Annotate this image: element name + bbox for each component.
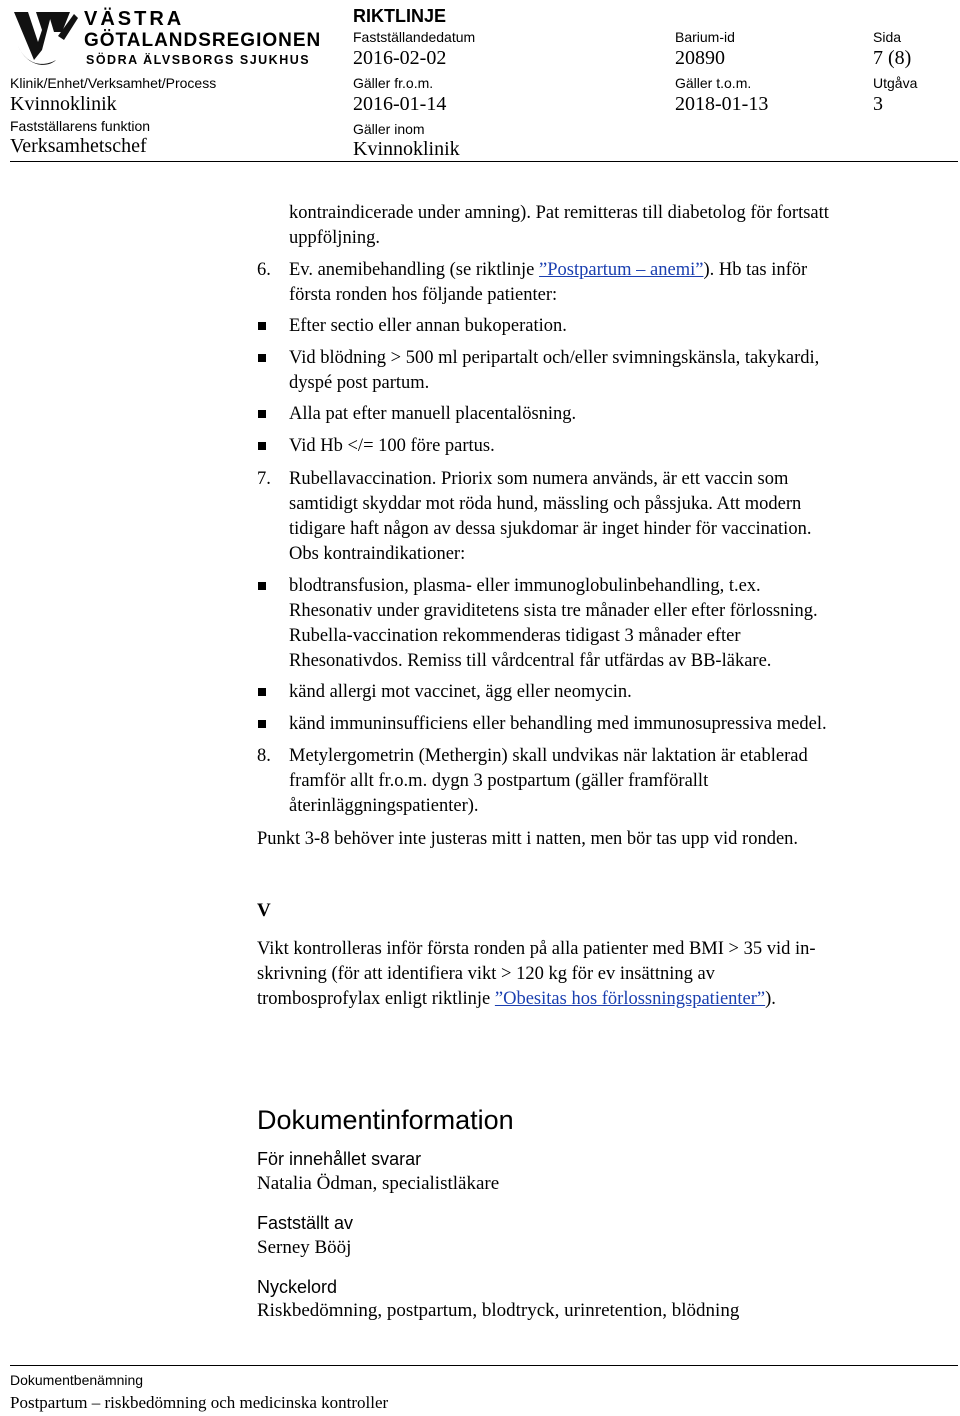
bullet-icon — [258, 322, 266, 330]
bullet-icon — [258, 582, 266, 590]
benamning-value: Postpartum – riskbedömning och medicinska kontroller — [10, 1393, 389, 1412]
footer-divider — [10, 1365, 958, 1366]
continued-line-1: kontraindicerade under amning). Pat remitteras till diabetolog för fortsatt — [289, 203, 829, 223]
item-6-bullet-2: Vid blödning > 500 ml peripartalt och/eller svimningskänsla, takykardi, — [289, 348, 820, 368]
item-6-bullet-3: Alla pat efter manuell placentalösning. — [289, 404, 577, 424]
galler-inom-value: Kvinnoklinik — [353, 138, 460, 160]
item-7-bullet-3: känd immuninsufficiens eller behandling med immunosupressiva medel. — [289, 714, 827, 734]
sida-label: Sida — [873, 29, 902, 45]
item-6-text: Ev. anemibehandling (se riktlinje — [289, 260, 540, 280]
item-7-line-2: samtidigt skyddar mot röda hund, mässling och påssjuka. Att modern — [289, 494, 802, 514]
document-type: RIKTLINJE — [353, 6, 447, 26]
item-6-number: 6. — [257, 260, 271, 280]
v-line-3 — [257, 987, 776, 1012]
fastst-datum-value: 2016-02-02 — [353, 47, 447, 69]
galler-to-label: Gäller t.o.m. — [675, 75, 752, 91]
barium-value: 20890 — [675, 47, 725, 69]
item-8-line-2: framför allt fr.o.m. dygn 3 postpartum (gäller framförallt — [289, 771, 709, 791]
funktion-value: Verksamhetschef — [10, 135, 147, 157]
fastst-datum-label: Fastställandedatum — [353, 29, 476, 45]
faststallt-value: Serney Bööj — [257, 1237, 352, 1258]
item-7-bullet-2: känd allergi mot vaccinet, ägg eller neomycin. — [289, 682, 632, 702]
item-7-line-1: Rubellavaccination. Priorix som numera används, är ett vaccin som — [289, 469, 789, 489]
postpartum-anemi-link[interactable]: ”Postpartum – anemi” — [539, 260, 704, 280]
klinik-value: Kvinnoklinik — [10, 93, 117, 115]
item-7-bullet-1-cont-1: Rhesonativ under graviditetens sista tre månader eller efter förlossning. — [289, 601, 818, 621]
v-line-1: Vikt kontrolleras inför första ronden på alla patienter med BMI > 35 vid in- — [257, 939, 816, 959]
v-line-3-text: trombosprofylax enligt riktlinje — [257, 989, 495, 1009]
logo-text-3: SÖDRA ÄLVSBORGS SJUKHUS — [86, 53, 311, 67]
obesitas-link[interactable]: ”Obesitas hos förlossningspatienter” — [494, 989, 766, 1009]
item-6-bullet-4: Vid Hb </= 100 före partus. — [289, 436, 495, 456]
nyckelord-value: Riskbedömning, postpartum, blodtryck, urinretention, blödning — [257, 1300, 740, 1321]
bullet-icon — [258, 410, 266, 418]
v-line-2: skrivning (för att identifiera vikt > 120 kg för ev insättning av — [257, 964, 715, 984]
bullet-icon — [258, 688, 266, 696]
header-divider — [10, 161, 958, 162]
galler-from-label: Gäller fr.o.m. — [353, 75, 434, 91]
klinik-label: Klinik/Enhet/Verksamhet/Process — [10, 75, 217, 91]
nyckelord-label: Nyckelord — [257, 1277, 338, 1297]
bullet-icon — [258, 442, 266, 450]
item-7-number: 7. — [257, 469, 271, 489]
logo-text-1: VÄSTRA — [84, 8, 185, 30]
item-7-bullet-1-cont-3: Rhesonativdos. Remiss till vårdcentral får utfärdas av BB-läkare. — [289, 651, 772, 671]
punkt-note: Punkt 3-8 behöver inte justeras mitt i natten, men bör tas upp vid ronden. — [257, 829, 799, 849]
item-7-bullet-1-cont-2: Rubella-vaccination rekommenderas tidigast 3 månader efter — [289, 626, 741, 646]
utgava-value: 3 — [873, 93, 883, 115]
docinfo-heading: Dokumentinformation — [257, 1105, 514, 1135]
sida-value: 7 (8) — [873, 47, 912, 69]
item-7-line-3: tidigare haft någon av dessa sjukdomar är inget hinder för vaccination. — [289, 519, 812, 539]
galler-inom-label: Gäller inom — [353, 121, 425, 137]
ansvar-value: Natalia Ödman, specialistläkare — [257, 1173, 500, 1194]
bullet-icon — [258, 354, 266, 362]
utgava-label: Utgåva — [873, 75, 918, 91]
item-8-number: 8. — [257, 746, 271, 766]
v-line-3-end: ). — [765, 989, 776, 1009]
funktion-label: Fastställarens funktion — [10, 118, 151, 134]
item-6-bullet-1: Efter sectio eller annan bukoperation. — [289, 316, 567, 336]
item-7-bullet-1: blodtransfusion, plasma- eller immunoglobulinbehandling, t.ex. — [289, 576, 761, 596]
faststallt-label: Fastställt av — [257, 1213, 354, 1233]
item-6-bullet-2-cont: dyspé post partum. — [289, 373, 430, 393]
section-v-heading: V — [257, 900, 271, 921]
bullet-icon — [258, 720, 266, 728]
item-6-text-end: ). Hb tas inför — [703, 260, 808, 280]
item-7-line-4: Obs kontraindikationer: — [289, 544, 466, 564]
region-logo — [8, 2, 338, 72]
barium-label: Barium-id — [675, 29, 735, 45]
item-8-line-1: Metylergometrin (Methergin) skall undvikas när laktation är etablerad — [289, 746, 808, 766]
item-8-line-3: återinläggningspatienter). — [289, 796, 479, 816]
item-6-line-1 — [289, 258, 807, 283]
benamning-label: Dokumentbenämning — [10, 1372, 144, 1388]
galler-from-value: 2016-01-14 — [353, 93, 447, 115]
galler-to-value: 2018-01-13 — [675, 93, 769, 115]
logo-text-2: GÖTALANDSREGIONEN — [84, 30, 322, 51]
ansvar-label: För innehållet svarar — [257, 1149, 422, 1169]
item-6-line-2: första ronden hos följande patienter: — [289, 285, 558, 305]
continued-line-2: uppföljning. — [289, 228, 380, 248]
